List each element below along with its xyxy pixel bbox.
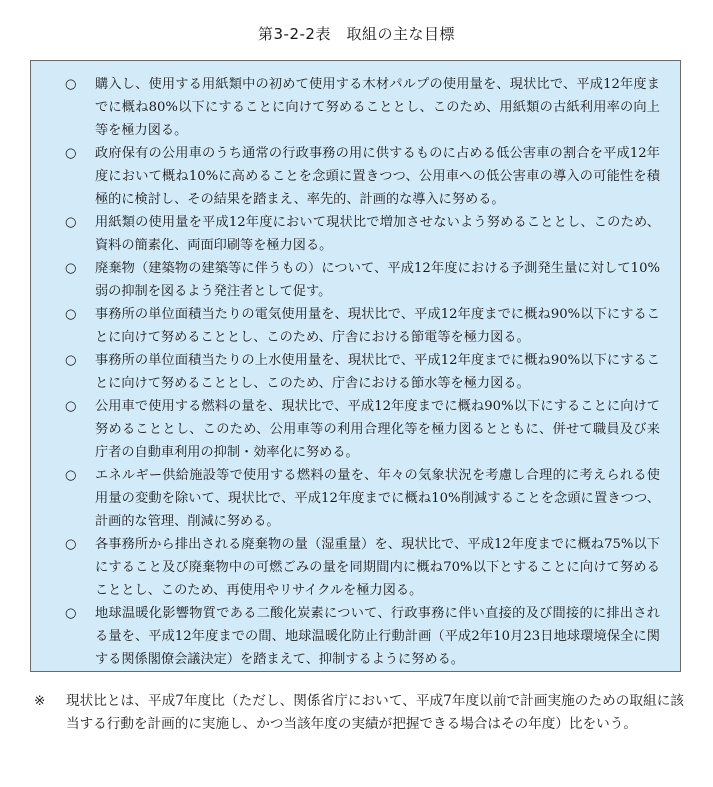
footnote-text: 現状比とは、平成7年度比（ただし、関係省庁において、平成7年度以前で計画実施のための取組に該当する行動を計画的に実施し、かつ当該年度の実績が把握できる場合はその年度）比をいう。 [66,693,684,732]
circle-bullet-icon: ○ [65,261,77,276]
goal-item-1 [65,73,660,142]
goal-item-3 [65,211,660,257]
goal-item-2 [65,142,660,211]
goal-text-7: 公用車で使用する燃料の量を、現状比で、平成12年度までに概ね90%以下にすることに向けて努めることとし、このため、公用車等の利用合理化等を極力図るとともに、併せて職員及び来庁者の自動車利用の抑制・効率化に努める。 [95,399,660,460]
goal-text-1: 購入し、使用する用紙類中の初めて使用する木材パルプの使用量を、現状比で、平成12年度までに概ね80%以下にすることに向けて努めることとし、このため、用紙類の古紙利用率の向上等を極力図る。 [95,77,660,138]
footnote [34,690,684,736]
goal-text-6: 事務所の単位面積当たりの上水使用量を、現状比で、平成12年度までに概ね90%以下にすることに向けて努めることとし、このため、庁舎における節水等を極力図る。 [95,353,660,391]
circle-bullet-icon: ○ [65,537,77,552]
goal-item-4 [65,257,660,303]
circle-bullet-icon: ○ [65,353,77,368]
table-title: 第3-2-2表 取組の主な目標 [258,25,455,43]
goal-text-9: 各事務所から排出される廃棄物の量（湿重量）を、現状比で、平成12年度までに概ね75%以下にすること及び廃棄物中の可燃ごみの量を同期間内に概ね70%以下とすることに向けて努めることとし、このため、再使用やリサイクルを極力図る。 [95,537,660,598]
goal-item-7 [65,395,660,464]
goal-item-6 [65,349,660,395]
reference-mark-icon: ※ [34,693,46,709]
goal-item-10 [65,602,660,671]
circle-bullet-icon: ○ [65,146,77,161]
circle-bullet-icon: ○ [65,307,77,322]
circle-bullet-icon: ○ [65,468,77,483]
circle-bullet-icon: ○ [65,606,77,621]
goal-text-2: 政府保有の公用車のうち通常の行政事務の用に供するものに占める低公害車の割合を平成12年度において概ね10%に高めることを念頭に置きつつ、公用車への低公害車の導入の可能性を積極的に検討し、その結果を踏まえ、率先的、計画的な導入に努める。 [95,146,660,207]
goal-text-4: 廃棄物（建築物の建築等に伴うもの）について、平成12年度における予測発生量に対して10%弱の抑制を図るよう発注者として促す。 [95,261,660,299]
goal-text-5: 事務所の単位面積当たりの電気使用量を、現状比で、平成12年度までに概ね90%以下にすることに向けて努めることとし、このため、庁舎における節電等を極力図る。 [95,307,660,345]
goal-text-3: 用紙類の使用量を平成12年度において現状比で増加させないよう努めることとし、このため、資料の簡素化、両面印刷等を極力図る。 [95,215,660,253]
circle-bullet-icon: ○ [65,399,77,414]
goal-item-9 [65,533,660,602]
goal-text-10: 地球温暖化影響物質である二酸化炭素について、行政事務に伴い直接的及び間接的に排出される量を、平成12年度までの間、地球温暖化防止行動計画（平成2年10月23日地球環境保全に関する関係閣僚会議決定）を踏まえて、抑制するように努める。 [95,606,660,667]
circle-bullet-icon: ○ [65,77,77,92]
goal-item-8 [65,464,660,533]
circle-bullet-icon: ○ [65,215,77,230]
goal-item-5 [65,303,660,349]
goal-text-8: エネルギー供給施設等で使用する燃料の量を、年々の気象状況を考慮し合理的に考えられる使用量の変動を除いて、現状比で、平成12年度までに概ね10%削減することを念頭に置きつつ、計画的な管理、削減に努める。 [95,468,660,529]
goals-box [30,60,681,672]
